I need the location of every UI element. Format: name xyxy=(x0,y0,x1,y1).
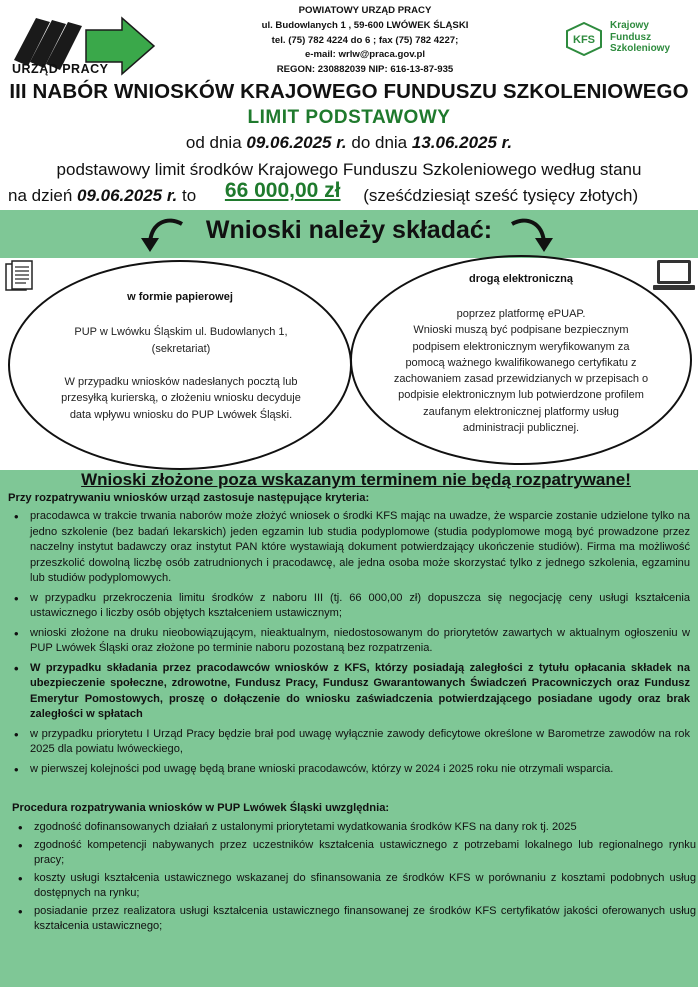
criteria-heading: Przy rozpatrywaniu wniosków urząd zastosuje następujące kryteria: xyxy=(8,492,370,504)
electronic-line: administracji publicznej. xyxy=(462,422,580,435)
list-item: • zgodność dofinansowanych działań z ustalonymi priorytetami wydatkowania środków KFS na dany rok tj. 2025 xyxy=(12,820,696,836)
electronic-line: podpisie elektronicznym lub potwierdzone profilem xyxy=(398,389,644,402)
deadline-warning: Wnioski złożone poza wskazanym terminem nie będą rozpatrywane! xyxy=(81,470,631,489)
kfs-line: Szkoleniowy xyxy=(610,43,671,54)
curved-arrow-right-icon xyxy=(508,214,556,254)
limit-amount: 66 000,00 zł xyxy=(224,179,341,202)
from-date: 09.06.2025 r. xyxy=(246,133,347,152)
list-item: • wnioski złożone na druku nieobowiązującym, nieaktualnym, niedostosowanym do priorytetów zawartych w aktualnym ogłoszeniu w PUP Lwówek Śląski oraz złożone po terminie naboru pozostaną bez rozpatrzenia. xyxy=(8,626,690,657)
limit-description: podstawowy limit środków Krajowego Funduszu Szkoleniowego według stanu xyxy=(56,160,642,179)
limit-prefix: na dzień xyxy=(8,186,73,205)
procedure-list xyxy=(12,820,696,935)
list-item: • w przypadku priorytetu I Urząd Pracy będzie brał pod uwagę wyłącznie zawody deficytowe określone w Barometrze zawodów na rok 2025 dla powiatu lwóweckiego, xyxy=(8,727,690,758)
limit-date: 09.06.2025 r. xyxy=(77,186,178,205)
office-line: REGON: 230882039 NIP: 616-13-87-935 xyxy=(276,64,454,76)
office-line: e-mail: wrlw@praca.gov.pl xyxy=(304,49,426,61)
criteria-list xyxy=(8,509,690,777)
electronic-title: drogą elektroniczną xyxy=(469,273,573,285)
kfs-badge-icon xyxy=(566,22,602,56)
paper-body xyxy=(36,324,326,423)
paper-line: (sekretariat) xyxy=(151,342,211,355)
kfs-line: Fundusz xyxy=(610,31,652,43)
paper-line: przesyłką kurierską, o złożeniu wniosku decyduje xyxy=(61,392,301,404)
page-title: III NABÓR WNIOSKÓW KRAJOWEGO FUNDUSZU SZKOLENIOWEGO xyxy=(9,80,689,103)
limit-to: to xyxy=(181,186,197,205)
office-line: ul. Budowlanych 1 , 59-600 LWÓWEK ŚLĄSKI xyxy=(261,19,469,31)
to-date: 13.06.2025 r. xyxy=(411,133,513,152)
electronic-body xyxy=(360,306,682,436)
kfs-badge-text: KFS xyxy=(573,34,595,46)
limit-title: LIMIT PODSTAWOWY xyxy=(247,107,451,128)
electronic-line: Wnioski muszą być podpisane bezpiecznym xyxy=(413,324,629,337)
electronic-line: podpisem elektronicznym weryfikowanym za xyxy=(412,340,630,353)
document-icon xyxy=(4,260,36,294)
list-item: • W przypadku składania przez pracodawców wniosków z KFS, którzy posiadają zaległości z tytułu opłacania składek na ubezpieczenie społeczne, zdrowotne, Fundusz Pracy, Fundusz Gwarantowanych Świadczeń Pracowniczych oraz Fundusz Emerytur Pomostowych, proszę o dołączenie do wniosku zaświadczenia potwierdzającego posiadane ugody oraz brak zaległości w spłatach xyxy=(8,661,690,723)
office-line: tel. (75) 782 4224 do 6 ; fax (75) 782 4227; xyxy=(271,34,459,46)
paper-line: data wpływu wniosku do PUP Lwówek Śląski. xyxy=(69,408,293,421)
paper-title: w formie papierowej xyxy=(127,291,233,303)
electronic-line: poprzez platformę ePUAP. xyxy=(456,308,586,320)
electronic-line: zachowaniem zasad przewidzianych w przepisach o xyxy=(393,373,649,386)
kfs-name xyxy=(610,20,670,55)
list-item: • w przypadku przekroczenia limitu środków z naboru III (tj. 66 000,00 zł) dopuszcza się negocjację ceny usługi kształcenia ustawicznego i liczby osób objętych kształceniem ustawicznym; xyxy=(8,591,690,622)
limit-amount-words: (sześćdziesiąt sześć tysięcy złotych) xyxy=(363,186,639,205)
paper-spacer xyxy=(36,357,326,374)
to-label: do dnia xyxy=(351,133,408,152)
office-address xyxy=(200,4,530,78)
logo-text: URZĄD PRACY xyxy=(12,62,109,76)
paper-line: W przypadku wniosków nadesłanych pocztą lub xyxy=(64,375,298,388)
band-title: Wnioski należy składać: xyxy=(205,216,493,244)
list-item: • posiadanie przez realizatora usługi kształcenia ustawicznego finansowanej ze środków KFS certyfikatów jakości oferowanych usług kształcenia ustawicznego; xyxy=(12,904,696,935)
electronic-line: pomocą ważnego kwalifikowanego certyfikatu z xyxy=(405,356,637,369)
limit-line xyxy=(8,179,698,207)
from-label: od dnia xyxy=(185,133,242,152)
paper-line: PUP w Lwówku Śląskim ul. Budowlanych 1, xyxy=(74,326,288,338)
electronic-line: zaufanym elektronicznej platformy usług xyxy=(423,405,619,418)
date-range xyxy=(0,133,698,153)
kfs-line: Krajowy xyxy=(610,20,649,31)
list-item: • pracodawca w trakcie trwania naborów może złożyć wniosek o środki KFS mając na uwadze, że wsparcie zostanie udzielone tylko na jedno szkolenie (bez badań lekarskich) jeden egzamin lub studia podyplomowe (studia podyplomowe mogą być prowadzone przez naczelny instytut badawczy oraz instytut PAN które wystawiają dokument potwierdzający ukończenie studiów). Firma ma możliwość przeszkolić dowolną liczbę osób zatrudnionych i pracodawcę, ale jedna osoba może skorzystać tylko z jednego szkolenia, egzaminu lub studiów podyplomowych. xyxy=(8,509,690,587)
list-item: • w pierwszej kolejności pod uwagę będą brane wnioski pracodawców, którzy w 2024 i 2025 roku nie otrzymali wsparcia. xyxy=(8,762,690,778)
office-line: POWIATOWY URZĄD PRACY xyxy=(298,5,432,16)
list-item: • zgodność kompetencji nabywanych przez uczestników kształcenia ustawicznego z potrzebami lokalnego lub regionalnego rynku pracy; xyxy=(12,838,696,869)
list-item: • koszty usługi kształcenia ustawicznego wskazanej do sfinansowania ze środków KFS w porównaniu z kosztami podobnych usług dostępnych na rynku; xyxy=(12,871,696,902)
procedure-heading: Procedura rozpatrywania wniosków w PUP Lwówek Śląski uwzględnia: xyxy=(12,802,390,814)
kfs-logo xyxy=(566,20,686,60)
